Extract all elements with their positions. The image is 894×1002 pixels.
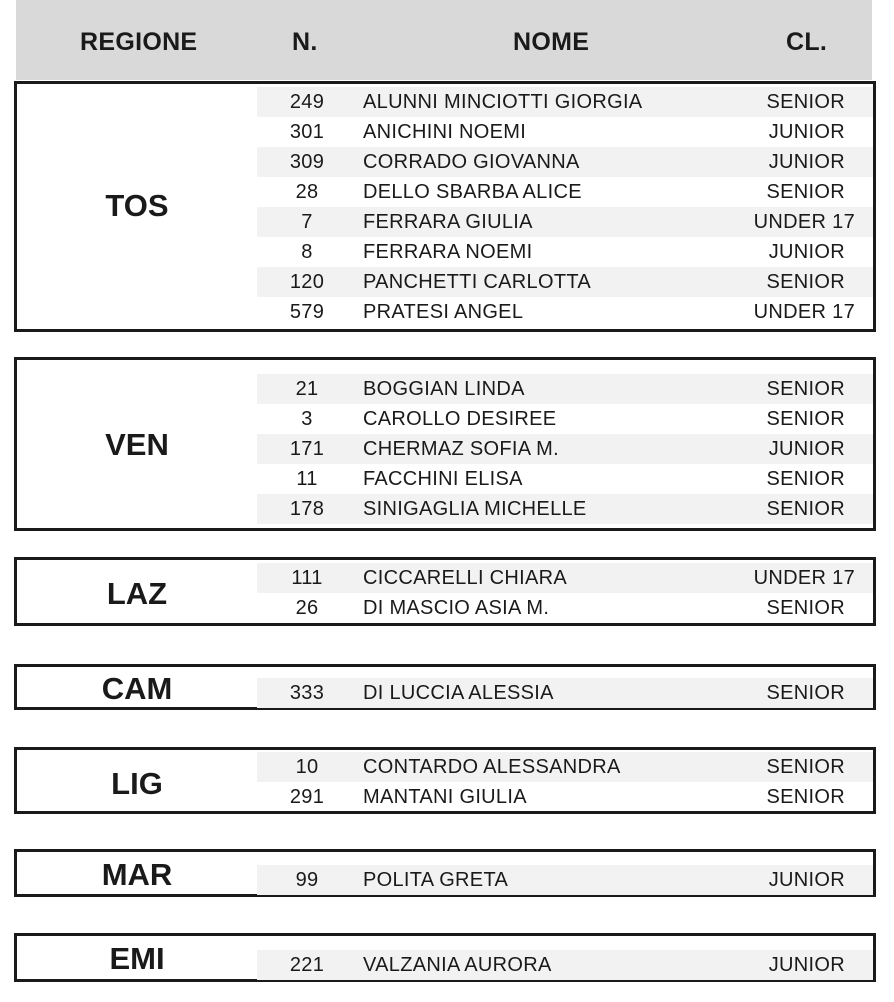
category: SENIOR (766, 468, 845, 490)
athlete-name: ALUNNI MINCIOTTI GIORGIA (363, 91, 643, 113)
category: SENIOR (766, 786, 845, 808)
table-row (17, 434, 873, 464)
category: SENIOR (766, 682, 845, 704)
athlete-name: POLITA GRETA (363, 869, 509, 891)
bib-number: 249 (289, 91, 325, 113)
table-row (17, 267, 873, 297)
region-label: CAM (101, 671, 173, 706)
category: JUNIOR (768, 121, 845, 143)
table-row (17, 494, 873, 524)
table-row (17, 752, 873, 782)
rows (17, 374, 873, 524)
bib-number: 171 (289, 438, 325, 460)
athlete-name: DI LUCCIA ALESSIA (363, 682, 554, 704)
athlete-name: DI MASCIO ASIA M. (363, 597, 550, 619)
category: SENIOR (766, 271, 845, 293)
category: JUNIOR (768, 869, 845, 891)
category: JUNIOR (768, 241, 845, 263)
category: SENIOR (766, 181, 845, 203)
category: SENIOR (766, 597, 845, 619)
athlete-name: PRATESI ANGEL (363, 301, 524, 323)
bib-number: 7 (301, 211, 313, 233)
table-row (17, 147, 873, 177)
region-group-laz (14, 557, 876, 626)
table-row (17, 207, 873, 237)
rows (17, 87, 873, 327)
table-row (17, 117, 873, 147)
category: JUNIOR (768, 954, 845, 976)
table-row (17, 297, 873, 327)
bib-number: 3 (301, 408, 313, 430)
region-label: TOS (105, 188, 169, 223)
region-label: MAR (101, 857, 173, 892)
category: JUNIOR (768, 438, 845, 460)
table-row (17, 782, 873, 812)
bib-number: 111 (291, 567, 323, 589)
bib-number: 8 (301, 241, 313, 263)
region-group-mar (14, 849, 876, 897)
table-row (17, 237, 873, 267)
region-label: VEN (105, 427, 169, 462)
table-row (17, 374, 873, 404)
table-row (17, 678, 873, 708)
rows (17, 563, 873, 623)
header-nome: NOME (513, 28, 590, 56)
table-row (17, 87, 873, 117)
bib-number: 309 (289, 151, 325, 173)
header-regione: REGIONE (80, 28, 198, 56)
bib-number: 11 (296, 468, 318, 490)
bib-number: 291 (289, 786, 325, 808)
athlete-name: CHERMAZ SOFIA M. (363, 438, 559, 460)
bib-number: 178 (289, 498, 325, 520)
table-row (17, 593, 873, 623)
athlete-name: BOGGIAN LINDA (363, 378, 525, 400)
table-row (17, 404, 873, 434)
region-group-ven (14, 357, 876, 531)
region-label: EMI (109, 941, 165, 976)
table-row (17, 177, 873, 207)
bib-number: 99 (295, 869, 319, 891)
athlete-name: PANCHETTI CARLOTTA (363, 271, 592, 293)
rows (17, 865, 873, 895)
rows (17, 678, 873, 708)
athlete-name: MANTANI GIULIA (363, 786, 527, 808)
table-row (17, 464, 873, 494)
category: SENIOR (766, 378, 845, 400)
category: SENIOR (766, 756, 845, 778)
bib-number: 26 (295, 597, 319, 619)
bib-number: 301 (289, 121, 325, 143)
bib-number: 10 (295, 756, 319, 778)
category: SENIOR (766, 408, 845, 430)
category: SENIOR (766, 91, 845, 113)
athlete-name: CORRADO GIOVANNA (363, 151, 580, 173)
bib-number: 120 (289, 271, 325, 293)
bib-number: 21 (295, 378, 319, 400)
region-group-cam (14, 664, 876, 710)
category: UNDER 17 (753, 211, 855, 233)
header-classe: CL. (786, 28, 828, 56)
athlete-name: FERRARA NOEMI (363, 241, 533, 263)
table-header (16, 0, 872, 80)
region-group-emi (14, 933, 876, 982)
athlete-name: CAROLLO DESIREE (363, 408, 557, 430)
athlete-name: SINIGAGLIA MICHELLE (363, 498, 587, 520)
bib-number: 28 (295, 181, 319, 203)
category: JUNIOR (768, 151, 845, 173)
rows (17, 752, 873, 812)
athlete-name: CONTARDO ALESSANDRA (363, 756, 621, 778)
rows (17, 950, 873, 980)
table-row (17, 563, 873, 593)
table-row (17, 950, 873, 980)
category: SENIOR (766, 498, 845, 520)
bib-number: 221 (289, 954, 325, 976)
category: UNDER 17 (753, 301, 855, 323)
region-group-tos (14, 81, 876, 332)
athlete-name: DELLO SBARBA ALICE (363, 181, 582, 203)
athlete-name: ANICHINI NOEMI (363, 121, 527, 143)
athlete-name: CICCARELLI CHIARA (363, 567, 568, 589)
athlete-name: VALZANIA AURORA (363, 954, 552, 976)
bib-number: 579 (289, 301, 325, 323)
category: UNDER 17 (753, 567, 855, 589)
table-row (17, 865, 873, 895)
athlete-name: FERRARA GIULIA (363, 211, 533, 233)
header-numero: N. (292, 28, 318, 56)
region-group-lig (14, 747, 876, 814)
region-label: LIG (111, 766, 163, 801)
bib-number: 333 (289, 682, 325, 704)
region-label: LAZ (106, 576, 168, 611)
athlete-name: FACCHINI ELISA (363, 468, 523, 490)
